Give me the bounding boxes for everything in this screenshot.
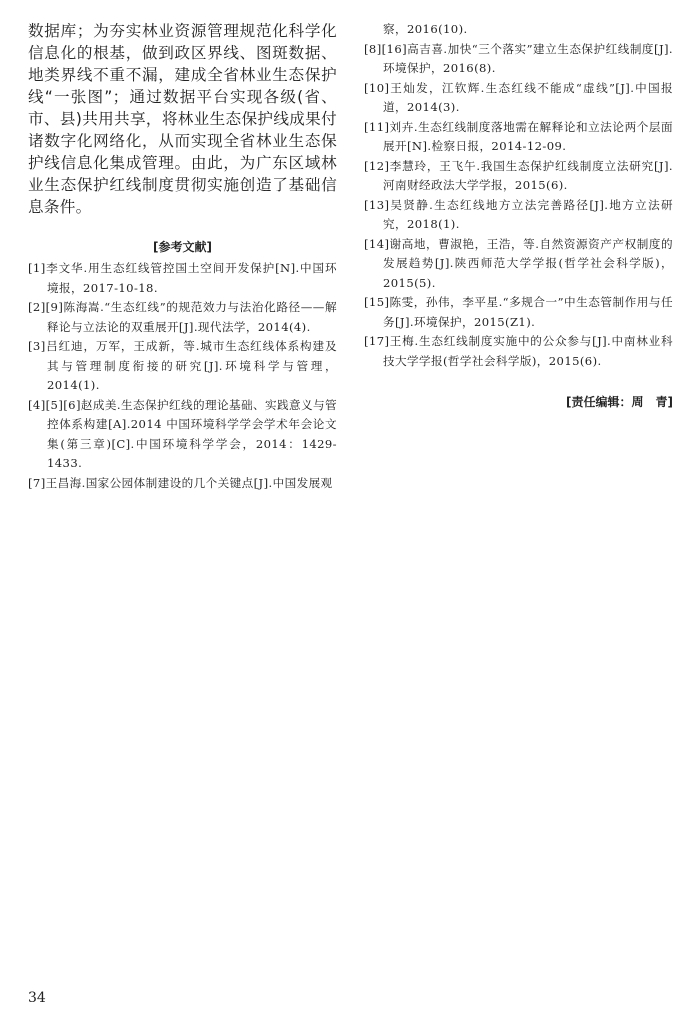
- reference-item: [8][16]高吉喜.加快“三个落实”建立生态保护红线制度[J].环境保护，2016(8).: [364, 41, 673, 75]
- reference-item: [15]陈雯，孙伟，李平星.“多规合一”中生态管制作用与任务[J].环境保护，2015(Z1).: [364, 295, 673, 329]
- reference-item: [1]李文华.用生态红线管控国土空间开发保护[N].中国环境报，2017-10-18.: [28, 261, 337, 295]
- references-heading: [参考文献]: [153, 240, 212, 254]
- page-number: 34: [28, 990, 46, 1006]
- right-column: [364, 20, 673, 410]
- reference-item: [2][9]陈海嵩.“生态红线”的规范效力与法治化路径——解释论与立法论的双重展开[J].现代法学，2014(4).: [28, 300, 337, 334]
- reference-item: [11]刘卉.生态红线制度落地需在解释论和立法论两个层面展开[N].检察日报，2014-12-09.: [364, 119, 673, 153]
- left-column: [28, 20, 337, 493]
- reference-item: [14]谢高地，曹淑艳，王浩，等.自然资源资产产权制度的发展趋势[J].陕西师范大学学报(哲学社会科学版)，2015(5).: [364, 236, 673, 290]
- reference-item: [10]王灿发，江钦辉.生态红线不能成“虚线”[J].中国报道，2014(3).: [364, 80, 673, 114]
- references-list-left: [28, 259, 337, 493]
- reference-item: [17]王梅.生态红线制度实施中的公众参与[J].中南林业科技大学学报(哲学社会科学版)，2015(6).: [364, 334, 673, 368]
- reference-continuation: 察，2016(10).: [383, 22, 468, 36]
- reference-item: [7]王昌海.国家公园体制建设的几个关键点[J].中国发展观: [28, 475, 333, 490]
- references-list-right: [364, 40, 673, 372]
- editor-note: [责任编辑：周 青]: [566, 395, 673, 409]
- reference-item: [4][5][6]赵成美.生态保护红线的理论基础、实践意义与管控体系构建[A].2014 中国环境科学学会学术年会论文集(第三章)[C].中国环境科学学会，2014：1429-1433.: [28, 397, 337, 470]
- reference-item: [12]李慧玲，王飞午.我国生态保护红线制度立法研究[J].河南财经政法大学学报，2015(6).: [364, 158, 673, 192]
- reference-item: [3]吕红迪，万军，王成新，等.城市生态红线体系构建及其与管理制度衔接的研究[J].环境科学与管理，2014(1).: [28, 339, 337, 392]
- reference-item: [13]吴贤静.生态红线地方立法完善路径[J].地方立法研究，2018(1).: [364, 197, 673, 231]
- body-paragraph: 数据库；为夯实林业资源管理规范化科学化信息化的根基，做到政区界线、图斑数据、地类界线不重不漏，建成全省林业生态保护线“一张图”；通过数据平台实现各级(省、市、县)共用共享，将林业生态保护线成果付诸数字化网络化，从而实现全省林业生态保护线信息化集成管理。由此，为广东区域林业生态保护红线制度贯彻实施创造了基础信息条件。: [28, 22, 337, 216]
